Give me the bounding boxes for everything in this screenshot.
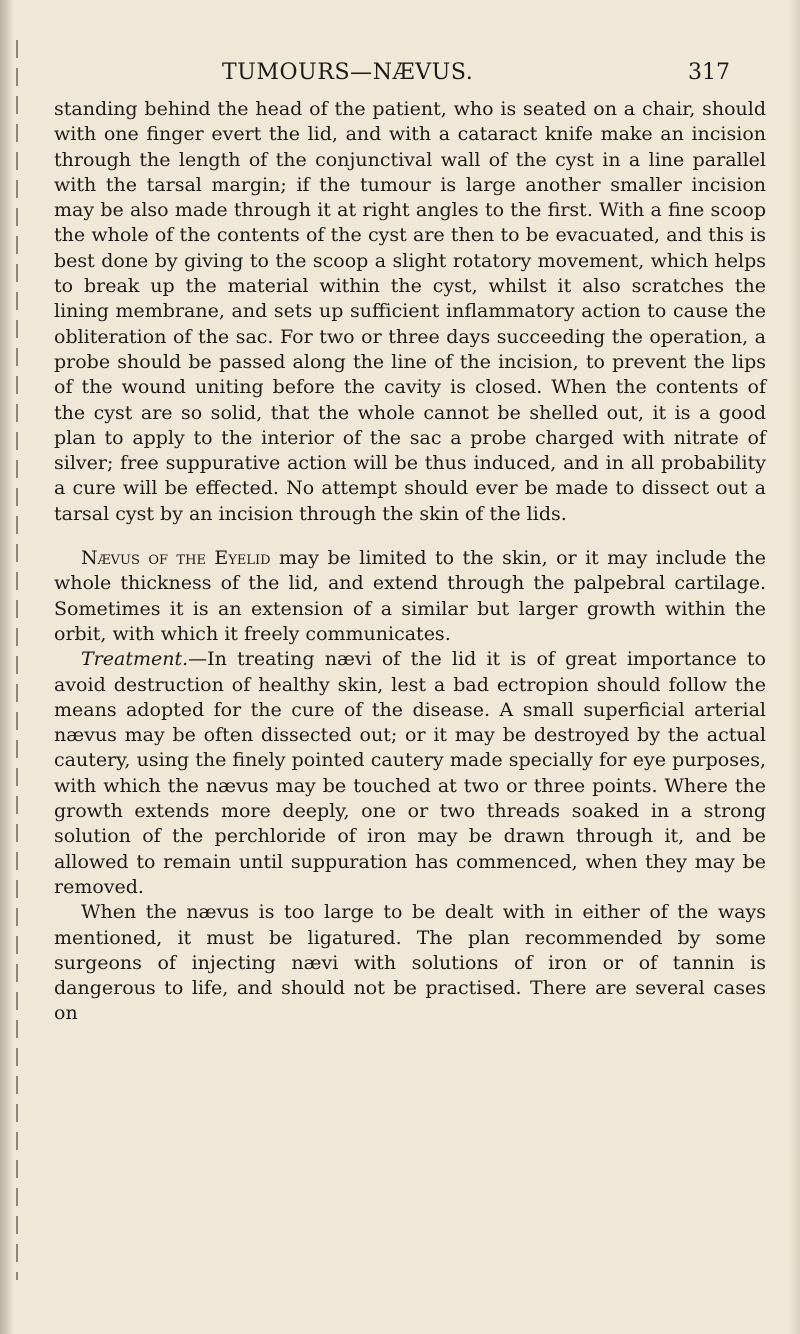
page-number: 317 — [688, 60, 730, 85]
paragraph-text: standing behind the head of the patient, who is seated on a chair, should with one finger evert the lid, and with a cataract knife make an incision through the length of the conjunctival wall of the cyst in a line parallel with the tarsal margin; if the tumour is large another smaller incision may be also made through it at right angles to the first. With a fine scoop the whole of the contents of the cyst are then to be evacuated, and this is best done by giving to the scoop a slight rotatory movement, which helps to break up the material within the cyst, whilst it also scratches the lining membrane, and sets up sufficient inflammatory action to cause the obliteration of the sac. For two or three days succeeding the operation, a probe should be passed along the line of the incision, to prevent the lips of the wound uniting before the cavity is closed. When the contents of the cyst are so solid, that the whole cannot be shelled out, it is a good plan to apply to the interior of the sac a probe charged with nitrate of silver; free suppurative action will be thus induced, and in all probability a cure will be effected. No attempt should ever be made to dissect out a tarsal cyst by an incision through the skin of the lids. — [54, 98, 766, 525]
treatment-heading: Treatment. — [81, 648, 189, 671]
paragraph-cyst-operation — [54, 97, 766, 527]
paragraph-gap — [54, 527, 766, 546]
page-body — [54, 97, 766, 1027]
page-edge-shadow — [788, 0, 800, 1334]
paragraph-text: When the nævus is too large to be dealt with in either of the ways mentioned, it must be ligatured. The plan recommended by some surgeons of injecting nævi with solutions of iron or of tannin is dangerous to life, and should not be practised. There are several cases on — [54, 901, 766, 1025]
section-heading: Nævus of the Eyelid — [81, 547, 271, 570]
book-spine-shadow — [0, 0, 14, 1334]
paragraph-text: —In treating nævi of the lid it is of great importance to avoid destruction of healthy skin, lest a bad ectropion should follow the means adopted for the cure of the disease. A small superficial arterial nævus may be often dissected out; or it may be destroyed by the actual cautery, using the finely pointed cautery made specially for eye purposes, with which the nævus may be touched at two or three points. Where the growth extends more deeply, one or two threads soaked in a strong solution of the perchloride of iron may be drawn through it, and be allowed to remain until suppuration has commenced, when they may be removed. — [54, 648, 766, 898]
paragraph-treatment — [54, 647, 766, 900]
gutter-binding-marks — [16, 40, 18, 1280]
page-header — [0, 60, 800, 90]
running-head: TUMOURS—NÆVUS. — [222, 60, 474, 85]
paragraph-text: may be limited to the skin, or it may include the whole thickness of the lid, and extend through the palpebral cartilage. Sometimes it is an extension of a similar but larger growth within the orbit, with which it freely communicates. — [54, 547, 766, 645]
paragraph-naevus-of-eyelid — [54, 546, 766, 647]
paragraph-ligature — [54, 900, 766, 1026]
